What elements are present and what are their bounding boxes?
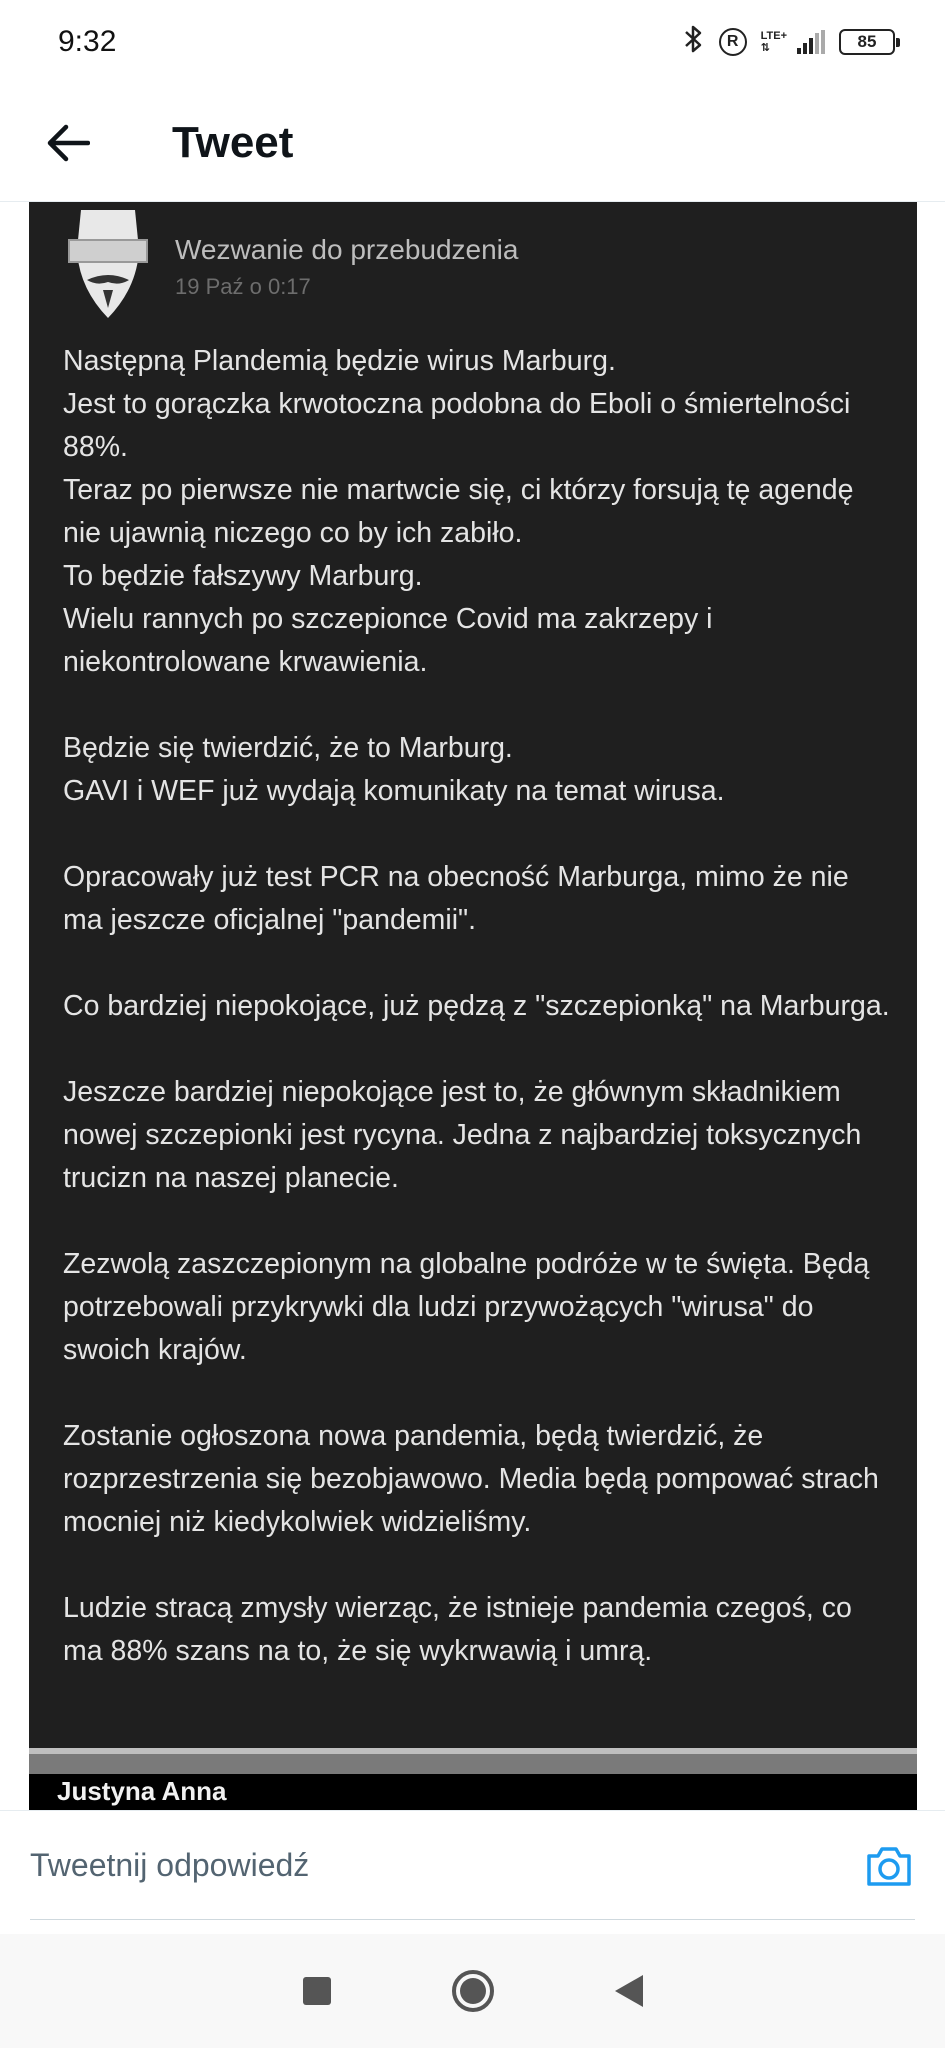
media-caption-bar (29, 1748, 917, 1810)
network-indicator (761, 30, 787, 54)
circle-icon (452, 1970, 494, 2012)
post-paragraph: Opracowały już test PCR na obecność Marburga, mimo że nie ma jeszcze oficjalnej "pandemii". (63, 861, 849, 936)
back-nav-button[interactable] (605, 1967, 653, 2015)
post-paragraph: Co bardziej niepokojące, już pędzą z "szczepionką" na Marburga. (63, 990, 890, 1022)
reply-input[interactable]: Tweetnij odpowiedź (30, 1847, 310, 1883)
embedded-post-author: Wezwanie do przebudzenia (175, 234, 519, 265)
triangle-back-icon (615, 1975, 643, 2007)
bluetooth-icon (683, 24, 705, 60)
network-type: LTE+ (760, 30, 787, 42)
embedded-post-header (67, 210, 518, 318)
tweet-media-image[interactable] (29, 202, 917, 1810)
registered-icon: R (719, 28, 747, 56)
post-paragraph: Zezwolą zaszczepionym na globalne podróże w te święta. Będą potrzebowali przykrywki dla ludzi przywożących "wirusa" do swoich krajów. (63, 1248, 870, 1366)
status-time: 9:32 (58, 25, 117, 58)
media-caption: Justyna Anna (57, 1776, 227, 1806)
recents-button[interactable] (293, 1967, 341, 2015)
signal-icon (797, 30, 825, 54)
top-app-bar (0, 84, 945, 202)
reply-composer (0, 1810, 945, 1920)
reply-divider (30, 1919, 915, 1920)
status-bar (0, 0, 945, 84)
post-paragraph: Będzie się twierdzić, że to Marburg. GAVI i WEF już wydają komunikaty na temat wirusa. (63, 732, 725, 807)
post-paragraph: Następną Plandemią będzie wirus Marburg. Jest to gorączka krwotoczna podobna do Eboli o śmiertelności 88%. Teraz po pierwsze nie martwcie się, ci którzy forsują tę agendę nie ujawnią niczego co by ich zabiło. To będzie fałszywy Marburg. Wielu rannych po szczepionce Covid ma zakrzepy i niekontrolowane krwawienia. (63, 345, 854, 678)
post-paragraph: Jeszcze bardziej niepokojące jest to, że głównym składnikiem nowej szczepionki jest rycyna. Jedna z najbardziej toksycznych trucizn na naszej planecie. (63, 1076, 862, 1194)
battery-level: 85 (857, 32, 877, 51)
data-arrows-icon: ⇅ (760, 42, 770, 54)
embedded-post-body (63, 340, 893, 1673)
embedded-post-meta (175, 234, 518, 300)
system-nav-bar (0, 1934, 945, 2048)
camera-button[interactable] (863, 1840, 915, 1892)
home-button[interactable] (449, 1967, 497, 2015)
square-icon (303, 1977, 331, 2005)
battery-icon (839, 29, 895, 55)
arrow-left-icon (46, 123, 90, 163)
status-icons (683, 24, 895, 60)
mask-avatar-icon (67, 210, 149, 318)
post-paragraph: Ludzie stracą zmysły wierząc, że istnieje pandemia czegoś, co ma 88% szans na to, że się wykrwawią i umrą. (63, 1592, 852, 1667)
post-paragraph: Zostanie ogłoszona nowa pandemia, będą twierdzić, że rozprzestrzenia się bezobjawowo. Media będą pompować strach mocniej niż kiedykolwiek widzieliśmy. (63, 1420, 879, 1538)
quoted-strip (29, 1754, 917, 1774)
embedded-post-time: 19 Paź o 0:17 (175, 274, 311, 299)
back-button[interactable] (28, 103, 108, 183)
page-title: Tweet (172, 117, 294, 167)
camera-icon (863, 1840, 915, 1892)
